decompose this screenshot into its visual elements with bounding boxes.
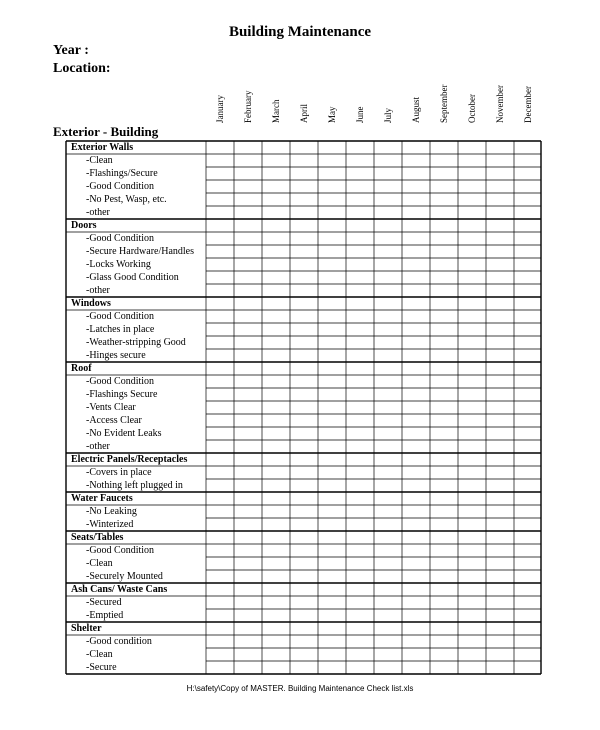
checklist-item: -No Evident Leaks <box>86 428 162 439</box>
month-april: April <box>299 104 309 123</box>
checklist-item: -Good Condition <box>86 233 155 244</box>
checklist-item: -Good Condition <box>86 545 155 556</box>
group-header: Seats/Tables <box>71 532 124 543</box>
checklist-item: -Hinges secure <box>86 350 146 361</box>
checklist-item: -other <box>86 207 110 218</box>
section-title: Exterior - Building <box>53 124 159 139</box>
month-july: July <box>383 107 393 123</box>
group-header: Windows <box>71 298 111 309</box>
group-header: Water Faucets <box>71 493 133 504</box>
group-header: Doors <box>71 220 97 231</box>
checklist-item: -Glass Good Condition <box>86 272 179 283</box>
month-november: November <box>495 85 505 123</box>
checklist-item: -Flashings/Secure <box>86 168 158 179</box>
group-header: Exterior Walls <box>71 142 134 153</box>
month-january: January <box>215 95 225 123</box>
checklist-item: -Access Clear <box>86 415 142 426</box>
group-header: Electric Panels/Receptacles <box>71 454 188 465</box>
month-february: February <box>243 90 253 123</box>
checklist-item: -No Pest, Wasp, etc. <box>86 194 167 205</box>
checklist-item: -Vents Clear <box>86 402 136 413</box>
checklist-item: -Secure <box>86 662 117 673</box>
checklist-item: -Clean <box>86 558 113 569</box>
location-label: Location: <box>53 61 111 76</box>
checklist-item: -Latches in place <box>86 324 155 335</box>
checklist-item: -Good Condition <box>86 311 155 322</box>
checklist-item: -Good Condition <box>86 376 155 387</box>
checklist-item: -other <box>86 441 110 452</box>
checklist-item: -Flashings Secure <box>86 389 158 400</box>
checklist-item: -No Leaking <box>86 506 137 517</box>
group-header: Ash Cans/ Waste Cans <box>71 584 168 595</box>
month-october: October <box>467 94 477 123</box>
month-september: September <box>439 84 449 123</box>
checklist-item: -other <box>86 285 110 296</box>
checklist-item: -Winterized <box>86 519 134 530</box>
month-june: June <box>355 106 365 123</box>
checklist-item: -Locks Working <box>86 259 151 270</box>
checklist-item: -Secured <box>86 597 122 608</box>
checklist-item: -Weather-stripping Good <box>86 337 186 348</box>
checklist-item: -Clean <box>86 155 113 166</box>
checklist-item: -Good condition <box>86 636 152 647</box>
document-title: Building Maintenance <box>228 24 372 40</box>
checklist-item: -Secure Hardware/Handles <box>86 246 195 257</box>
footer-filepath: H:\safety\Copy of MASTER. Building Maintenance Check list.xls <box>186 684 414 693</box>
group-header: Roof <box>71 363 92 374</box>
month-august: August <box>411 96 421 123</box>
group-header: Shelter <box>71 623 102 634</box>
checklist-item: -Good Condition <box>86 181 155 192</box>
month-december: December <box>523 86 533 123</box>
checklist-item: -Securely Mounted <box>86 571 163 582</box>
month-may: May <box>327 106 337 123</box>
month-march: March <box>271 99 281 123</box>
year-label: Year : <box>53 43 89 58</box>
checklist-item: -Clean <box>86 649 113 660</box>
checklist-item: -Emptied <box>86 610 124 621</box>
checklist-item: -Nothing left plugged in <box>86 480 183 491</box>
checklist-item: -Covers in place <box>86 467 152 478</box>
